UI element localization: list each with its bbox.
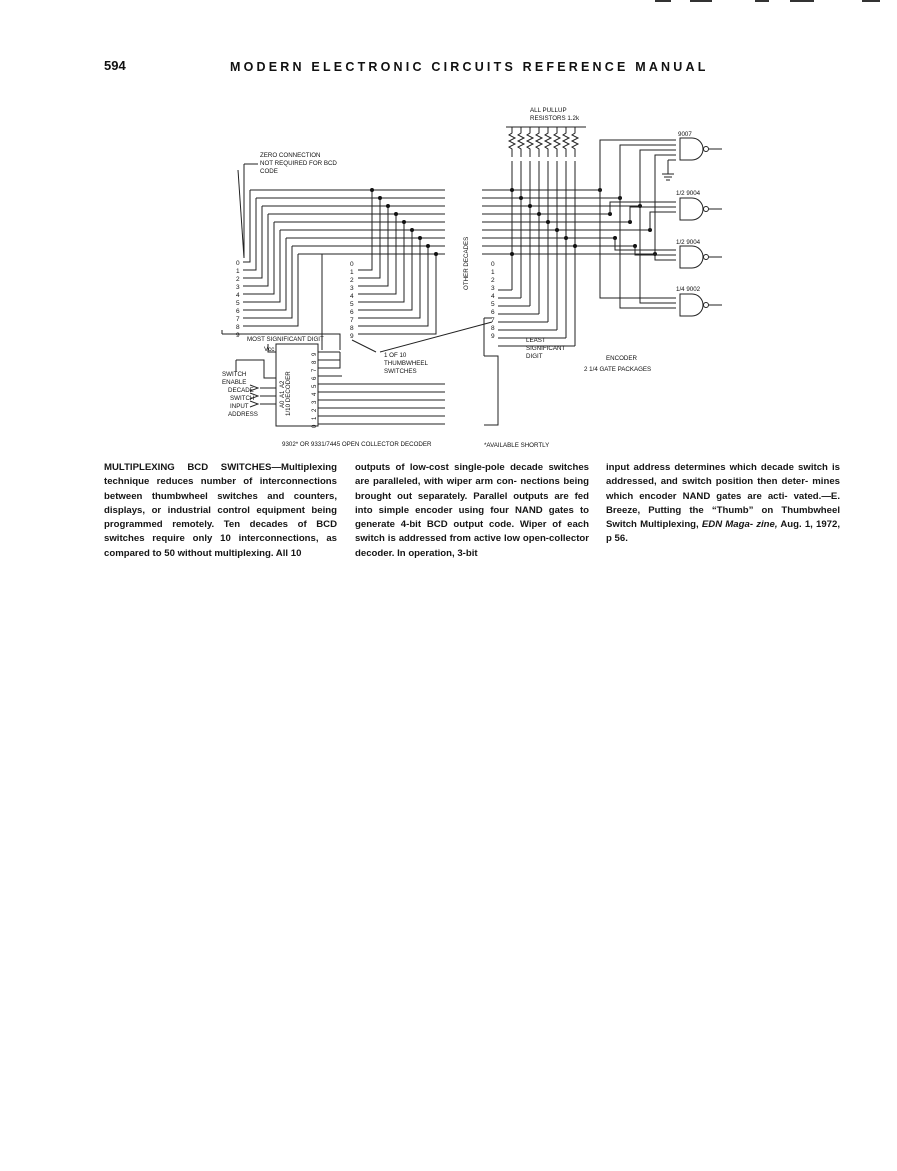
svg-text:0: 0 [491,261,495,268]
svg-text:INPUT: INPUT [230,403,249,410]
parallel-bus [250,190,655,254]
svg-text:1: 1 [312,416,318,420]
svg-text:4: 4 [491,293,495,300]
text-column-1: MULTIPLEXING BCD SWITCHES—Multiplexing technique reduces number of interconnections between thumbwheel switches and counters, displays, or industrial control equipment being programmed remotely. Ten decades of BCD switches require only 10 interconnections, as compared to 50 without multiplexing. All 10 [104,462,337,559]
svg-text:4: 4 [236,292,240,299]
svg-text:0: 0 [350,261,354,268]
text-column-2: outputs of low-cost single-pole decade switches are paralleled, with wiper arm con- nections being brought out separately. Parallel outputs are fed into simple encoder using four NAND gates to generate 4-bit BCD output code. Wiper of each switch is addressed from active low open-collector decoder. In operation, 3-bit [355,462,590,559]
nand-gate-9004-b [680,246,722,268]
label-gate-9004b: 1/2 9004 [676,239,701,246]
svg-text:2: 2 [236,276,240,283]
text-column-3: input address determines which decade switch is addressed, and switch position then deter- mines which encoder NAND gates are acti- vated.—E. Breeze, Putting the “Thumb” on Thumbwheel Switch Multiplexing, EDN Maga- zine, Aug. 1, 1972, p 56. [606,462,841,545]
svg-text:1: 1 [236,268,240,275]
label-gate-9002: 1/4 9002 [676,286,701,293]
svg-text:4: 4 [350,293,354,300]
encoder-wiring [600,140,676,308]
label-vcc: Vcc [264,346,275,353]
svg-text:DIGIT: DIGIT [526,353,543,360]
svg-text:8: 8 [350,325,354,332]
svg-text:6: 6 [312,376,318,380]
svg-text:CODE: CODE [260,168,278,175]
label-most-significant-digit: MOST SIGNIFICANT DIGIT [247,336,324,343]
svg-text:0: 0 [236,260,240,267]
running-head: MODERN ELECTRONIC CIRCUITS REFERENCE MANUAL [230,60,709,74]
nand-gate-9004-a [680,198,722,220]
svg-text:5: 5 [312,384,318,388]
label-switch-enable: SWITCH [222,371,247,378]
svg-text:6: 6 [491,309,495,316]
svg-text:9: 9 [350,333,354,340]
svg-text:8: 8 [236,324,240,331]
svg-text:8: 8 [312,360,318,364]
svg-text:2: 2 [312,408,318,412]
label-zero-connection: ZERO CONNECTION [260,152,321,159]
label-address: DECADE [228,387,254,394]
svg-text:A0: A0 [280,400,286,408]
label-gate-9004a: 1/2 9004 [676,190,701,197]
svg-text:ADDRESS: ADDRESS [228,411,258,418]
nand-gate-9002 [680,294,722,316]
page-number: 594 [104,58,126,73]
label-pullup: ALL PULLUP [530,107,567,114]
svg-text:8: 8 [491,325,495,332]
label-available-shortly: *AVAILABLE SHORTLY [484,442,550,449]
svg-text:THUMBWHEEL: THUMBWHEEL [384,360,429,367]
svg-text:9: 9 [236,332,240,339]
label-gate-9007: 9007 [678,131,692,138]
svg-text:0: 0 [312,424,318,428]
svg-text:1: 1 [350,269,354,276]
second-switch-positions [350,261,354,340]
svg-text:7: 7 [236,316,240,323]
svg-text:ENABLE: ENABLE [222,379,247,386]
label-other-decades: OTHER DECADES [463,236,470,290]
svg-text:9: 9 [491,333,495,340]
svg-text:5: 5 [491,301,495,308]
citation-journal: EDN Maga- [701,519,754,531]
svg-text:3: 3 [236,284,240,291]
svg-text:3: 3 [491,285,495,292]
svg-text:7: 7 [350,317,354,324]
circuit-diagram [0,0,897,460]
svg-text:SIGNIFICANT: SIGNIFICANT [526,345,566,352]
svg-text:2: 2 [350,277,354,284]
svg-text:RESISTORS 1.2k: RESISTORS 1.2k [530,115,580,122]
svg-text:2: 2 [491,277,495,284]
svg-text:3: 3 [312,400,318,404]
svg-text:9: 9 [312,352,318,356]
nand-gate-9007 [680,138,722,160]
lsd-switch-positions [491,261,495,340]
pullup-resistor-group [509,127,578,157]
svg-text:7: 7 [491,317,495,324]
label-least-significant-digit: LEAST [526,337,546,344]
svg-text:A1: A1 [280,390,286,398]
svg-text:7: 7 [312,368,318,372]
svg-text:3: 3 [350,285,354,292]
svg-text:6: 6 [236,308,240,315]
svg-text:5: 5 [350,301,354,308]
svg-text:SWITCH: SWITCH [230,395,255,402]
svg-text:A2: A2 [280,380,286,388]
label-thumbwheel: 1 OF 10 [384,352,407,359]
svg-text:5: 5 [236,300,240,307]
label-decoder: 1/10 DECODER [285,371,292,416]
svg-text:2 1/4 GATE PACKAGES: 2 1/4 GATE PACKAGES [584,366,652,373]
label-encoder: ENCODER [606,355,637,362]
msd-switch-positions [236,260,240,339]
label-decoder-part: 9302* OR 9331/7445 OPEN COLLECTOR DECODER [282,441,432,448]
svg-text:1: 1 [491,269,495,276]
svg-text:6: 6 [350,309,354,316]
svg-text:4: 4 [312,392,318,396]
svg-text:NOT REQUIRED FOR BCD: NOT REQUIRED FOR BCD [260,160,337,167]
svg-text:SWITCHES: SWITCHES [384,368,417,375]
